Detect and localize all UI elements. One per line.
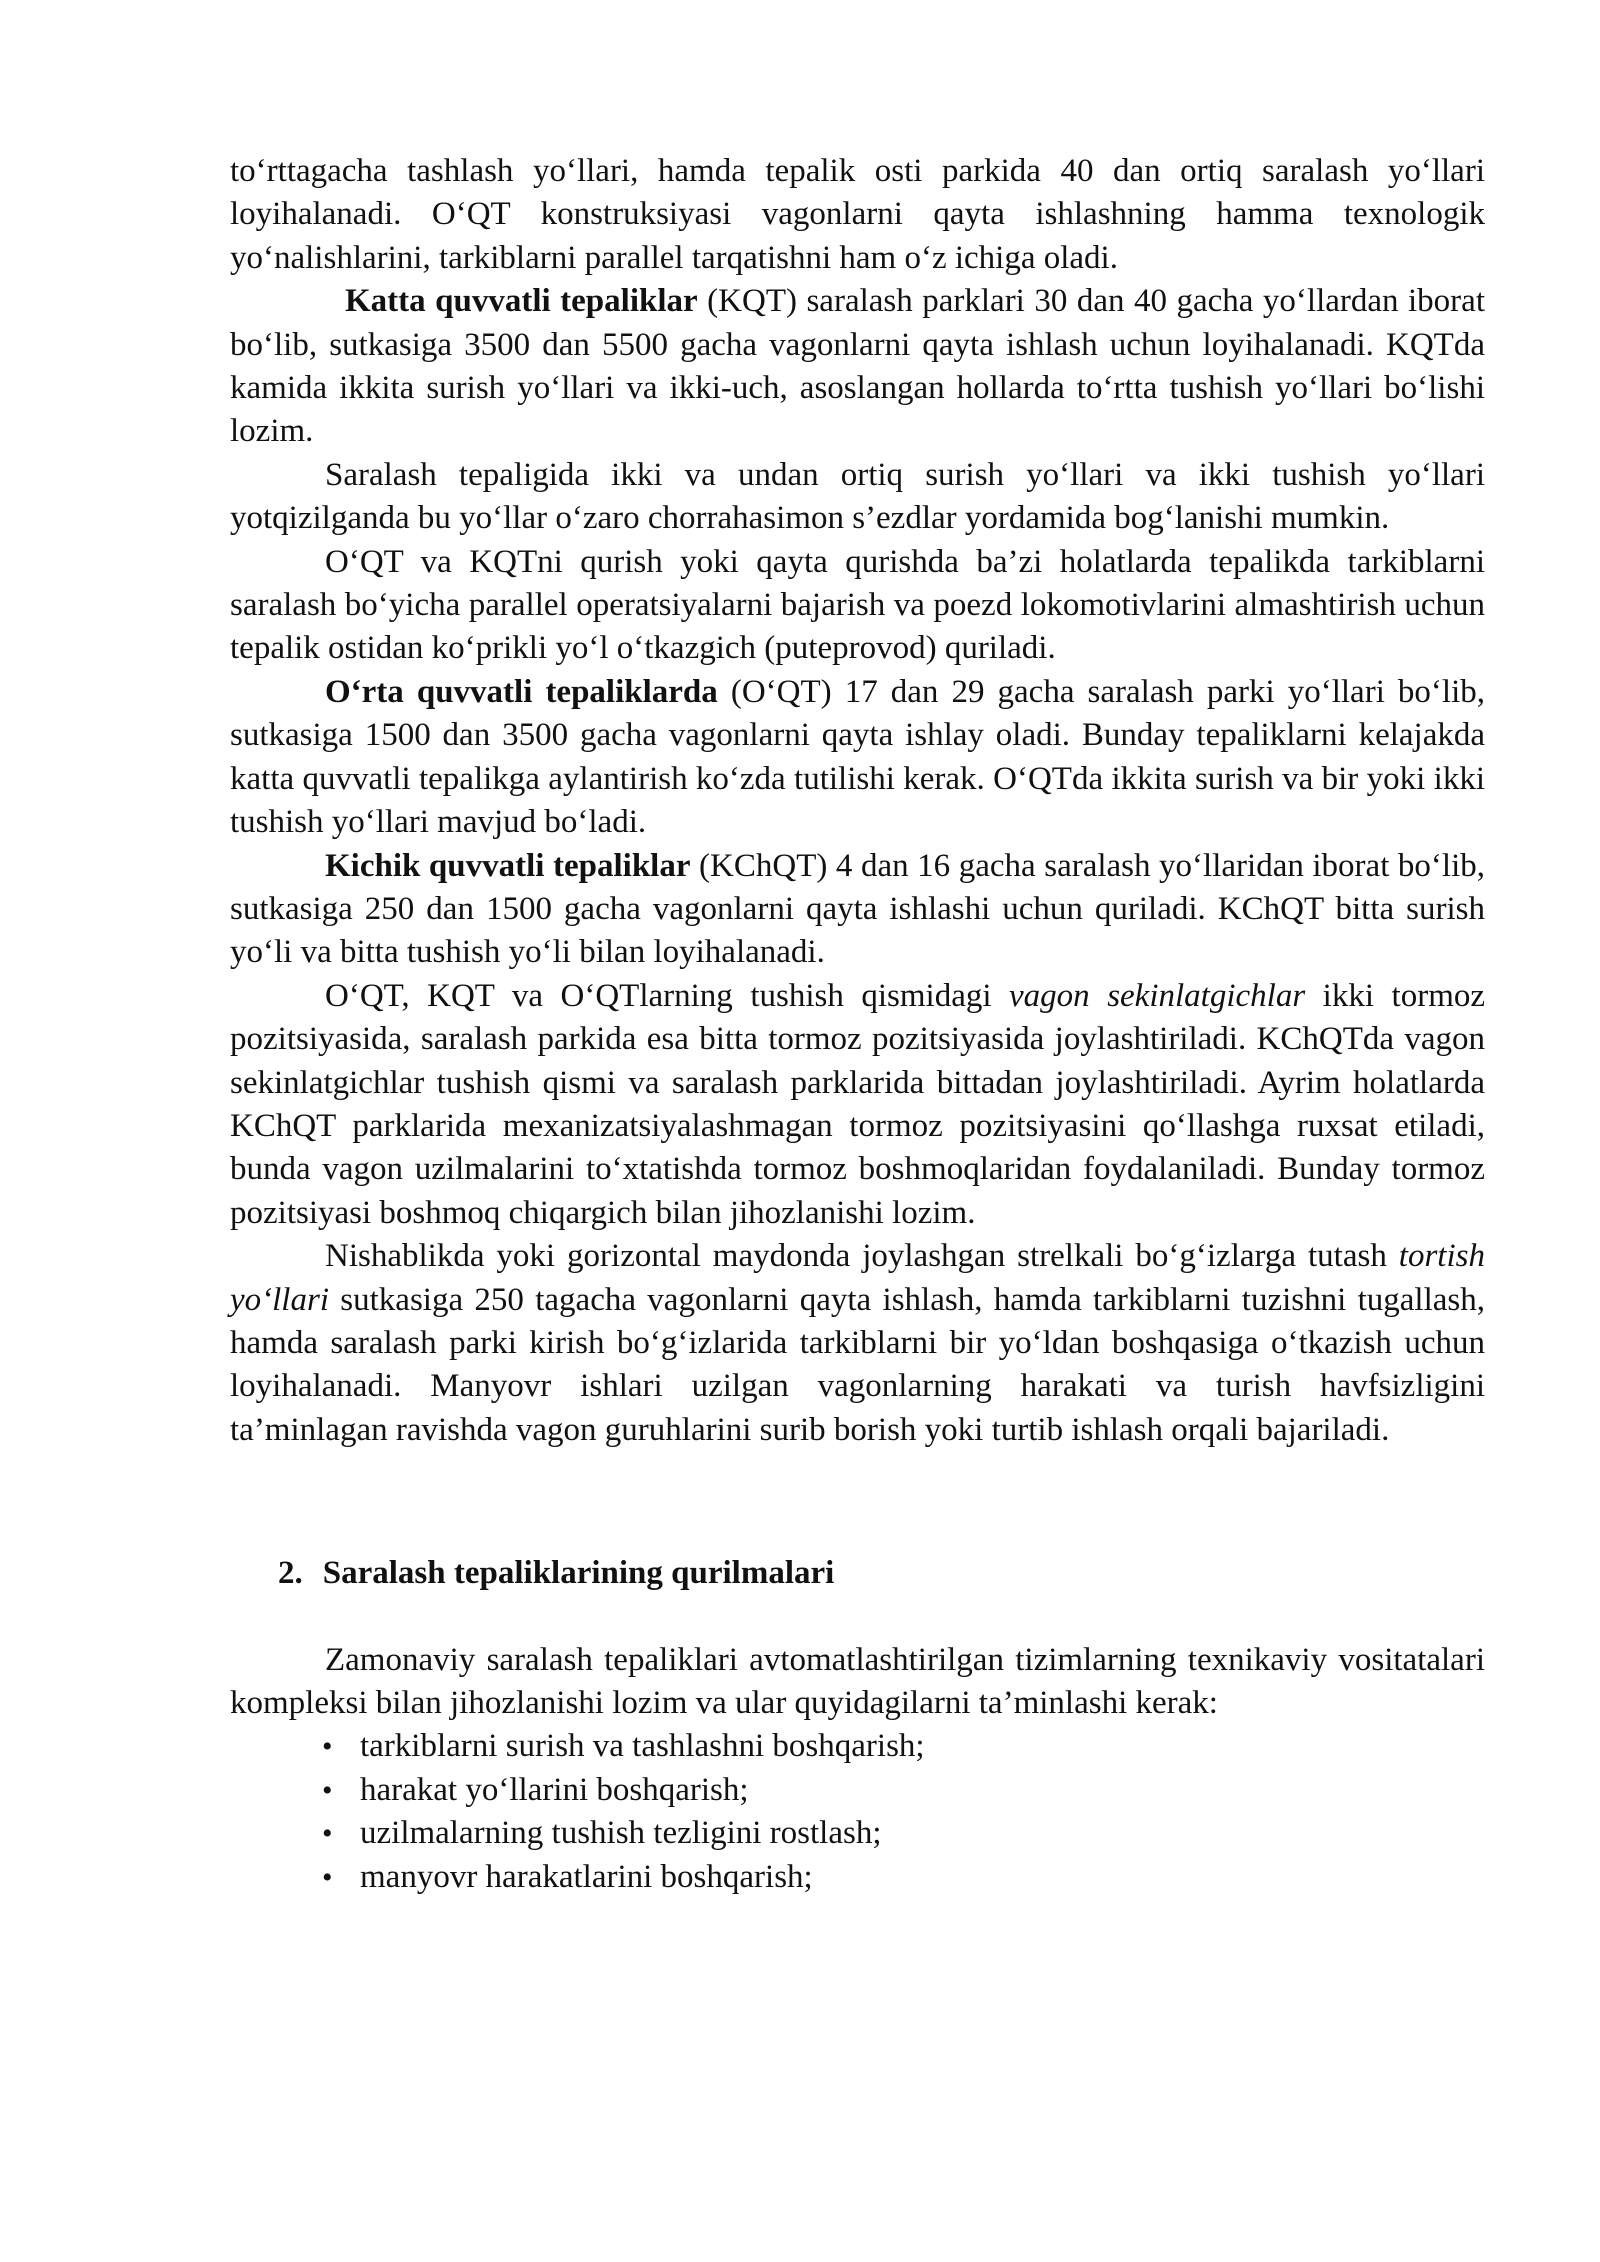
term-vagon-sekinlatgichlar: vagon sekinlatgichlar [1009,977,1306,1014]
bullet-icon: • [322,1730,333,1764]
paragraph-8-text-start: Nishablikda yoki gorizontal maydonda joylashgan strelkali bo‘g‘izlarga tutash [325,1238,1399,1275]
intro-paragraph-text: Zamonaviy saralash tepaliklari avtomatlashtirilgan tizimlarning texnikaviy vositatalari kompleksi bilan jihozlanishi lozim va ular quyidagilarni ta’minlashi kerak: [230,1641,1485,1721]
bullet-icon: • [322,1817,333,1851]
list-item [322,1812,1485,1855]
paragraph-2 [230,280,1485,454]
term-kichik-quvvatli: Kichik quvvatli tepaliklar [325,847,691,884]
section-heading [278,1552,1485,1595]
paragraph-1 [230,150,1485,280]
paragraph-7 [230,975,1485,1235]
paragraph-1-text: to‘rttagacha tashlash yo‘llari, hamda tepalik osti parkida 40 dan ortiq saralash yo‘llari loyihalanadi. O‘QT konstruksiyasi vagonlarni qayta ishlashning hamma texnologik yo‘nalishlarini, tarkiblarni parallel tarqatishni ham o‘z ichiga oladi. [230,153,1485,276]
list-item-text: harakat yo‘llarini boshqarish; [360,1771,749,1808]
paragraph-4-text: O‘QT va KQTni qurish yoki qayta qurishda ba’zi holatlarda tepalikda tarkiblarni saralash bo‘yicha parallel operatsiyalarni bajarish va poezd lokomotivlarini almashtirish uchun tepalik ostidan ko‘prikli yo‘l o‘tkazgich (puteprovod) quriladi. [230,543,1485,667]
term-tortish-yollari: tortish yo‘llari [230,1238,1485,1318]
bullet-icon: • [322,1773,333,1807]
paragraph-7-text-end: ikki tormoz pozitsiyasida, saralash parkida esa bitta tormoz pozitsiyasida joylashtiriladi. KChQTda vagon sekinlatgichlar tushish qismi va saralash parklarida bittadan joylashtiriladi. Ayrim holatlarda KChQT parklarida mexanizatsiyalashmagan tormoz pozitsiyasini qo‘llashga ruxsat etiladi, bunda vagon uzilmalarini to‘xtatishda tormoz boshmoqlaridan foydalaniladi. Bunday tormoz pozitsiyasi boshmoq chiqargich bilan jihozlanishi lozim. [230,977,1486,1231]
intro-paragraph [230,1639,1485,1726]
paragraph-6 [230,845,1485,975]
list-item-text: manyovr harakatlarini boshqarish; [360,1858,813,1895]
paragraph-8 [230,1235,1485,1452]
section-number: 2. [278,1555,303,1592]
term-katta-quvvatli: Katta quvvatli tepaliklar [345,283,698,320]
document-page [230,150,1485,1899]
paragraph-7-text-start: O‘QT, KQT va O‘QTlarning tushish qismidagi [325,977,1010,1014]
paragraph-3-text: Saralash tepaligida ikki va undan ortiq surish yo‘llari va ikki tushish yo‘llari yotqizilganda bu yo‘llar o‘zaro chorrahasimon s’ezdlar yordamida bog‘lanishi mumkin. [230,456,1485,537]
paragraph-6-text: (KChQT) 4 dan 16 gacha saralash yo‘llaridan iborat bo‘lib, sutkasiga 250 dan 1500 gacha vagonlarni qayta ishlashi uchun quriladi. KChQT bitta surish yo‘li va bitta tushish yo‘li bilan loyihalanadi. [230,847,1485,971]
list-item [322,1856,1485,1899]
paragraph-3 [230,454,1485,541]
paragraph-2-text: (KQT) saralash parklari 30 dan 40 gacha yo‘llardan iborat bo‘lib, sutkasiga 3500 dan 5500 gacha vagonlarni qayta ishlash uchun loyihalanadi. KQTda kamida ikkita surish yo‘llari va ikki-uch, asoslangan hollarda to‘rtta tushish yo‘llari bo‘lishi lozim. [230,283,1485,450]
list-item [322,1725,1485,1768]
section-title: Saralash tepaliklarining qurilmalari [322,1555,835,1592]
term-orta-quvvatli: O‘rta quvvatli tepaliklarda [325,673,718,710]
list-item [322,1769,1485,1812]
requirements-list [230,1725,1485,1899]
paragraph-5-text: (O‘QT) 17 dan 29 gacha saralash parki yo‘llari bo‘lib, sutkasiga 1500 dan 3500 gacha vagonlarni qayta ishlay oladi. Bunday tepaliklarni kelajakda katta quvvatli tepalikga aylantirish ko‘zda tutilishi kerak. O‘QTda ikkita surish va bir yoki ikki tushish yo‘llari mavjud bo‘ladi. [230,673,1485,841]
bullet-icon: • [322,1860,333,1894]
paragraph-5 [230,671,1485,845]
paragraph-8-text-end: sutkasiga 250 tagacha vagonlarni qayta ishlash, hamda tarkiblarni tuzishni tugallash, hamda saralash parki kirish bo‘g‘izlarida tarkiblarni bir yo‘ldan boshqasiga o‘tkazish uchun loyihalanadi. Manyovr ishlari uzilgan vagonlarning harakati va turish havfsizligini ta’minlagan ravishda vagon guruhlarini surib borish yoki turtib ishlash orqali bajariladi. [230,1281,1485,1448]
paragraph-4 [230,541,1485,671]
list-item-text: uzilmalarning tushish tezligini rostlash; [360,1815,882,1852]
list-item-text: tarkiblarni surish va tashlashni boshqarish; [360,1728,925,1765]
